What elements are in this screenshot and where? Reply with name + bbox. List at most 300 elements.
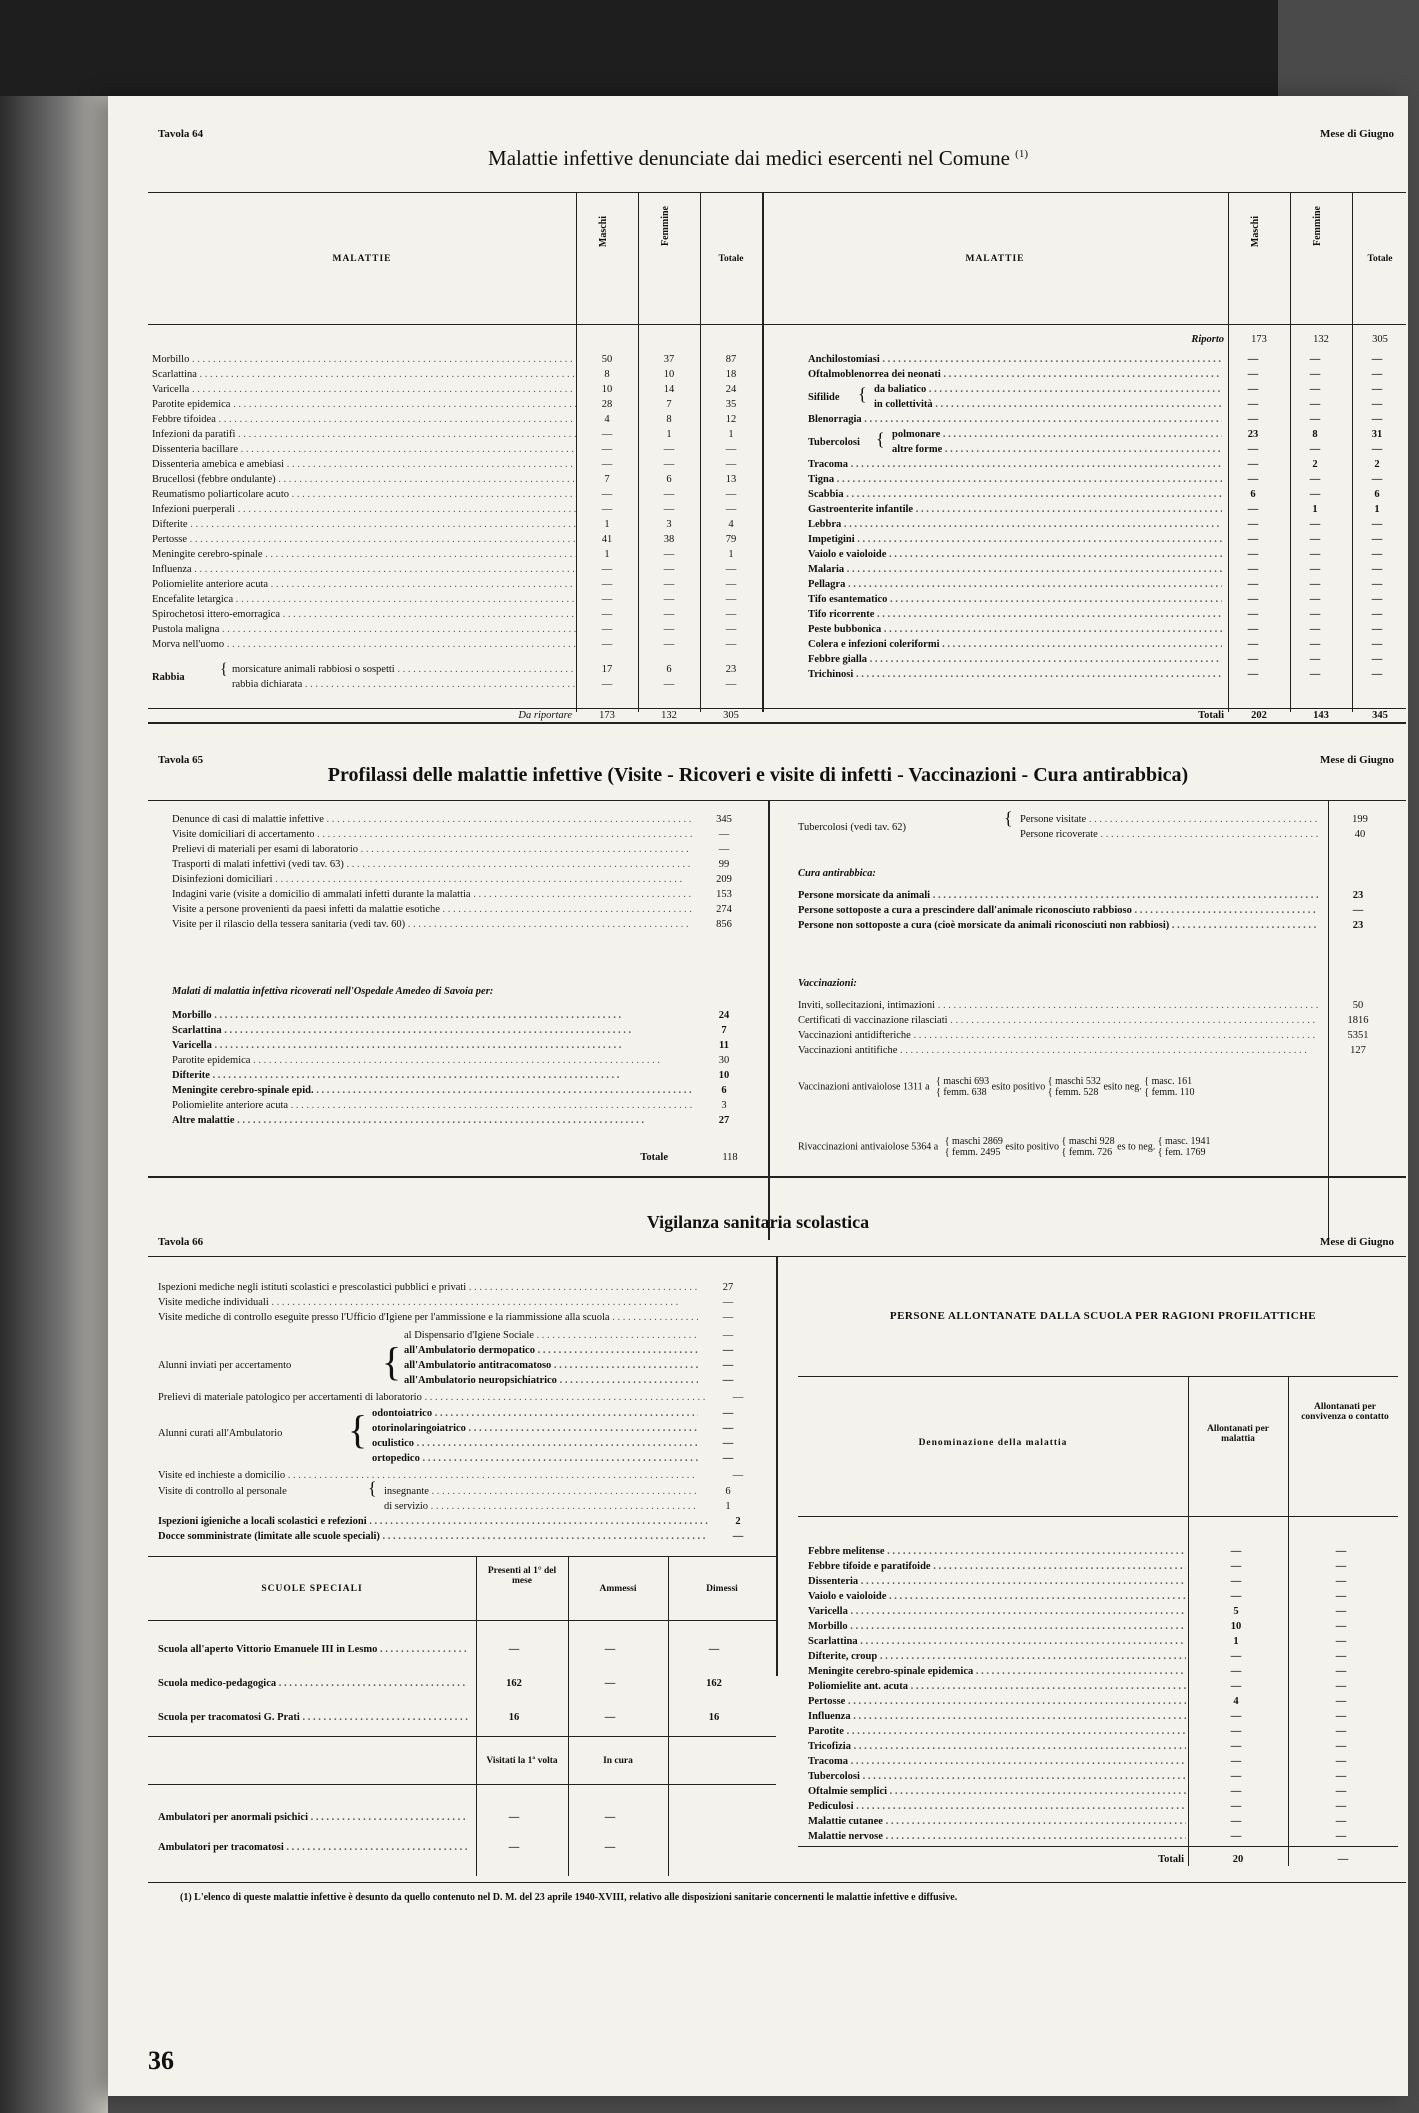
t66-controllo-row <box>384 1499 768 1514</box>
row-value: 10 <box>663 369 675 380</box>
row-value: 27 <box>718 1115 730 1126</box>
t64-sifilide-rows <box>874 382 1408 412</box>
t65-ospedale-totale-label: Totale <box>640 1152 668 1163</box>
row-value: — <box>725 444 737 455</box>
t66-speciali-col5: In cura <box>603 1756 633 1766</box>
row-value: — <box>718 844 730 855</box>
row-value: — <box>601 624 613 635</box>
t64-totali-label: Totali <box>1198 710 1224 721</box>
t64-title-text: Malattie infettive denunciate dai medici esercenti nel Comune <box>488 146 1010 170</box>
row-value: 5 <box>1233 1606 1239 1617</box>
t66-month: Mese di Giugno <box>1320 1236 1394 1248</box>
row-value: — <box>1371 519 1383 530</box>
row-label: Varicella . . . <box>152 382 576 397</box>
t64-right-row <box>808 592 1408 607</box>
row-value: — <box>1309 414 1321 425</box>
t64-right-row <box>808 622 1408 637</box>
row-value: — <box>601 639 613 650</box>
t65-antirabbica-rows <box>798 888 1408 933</box>
t64-left-row <box>152 397 762 412</box>
row-value: — <box>1309 594 1321 605</box>
row-value: 23 <box>1352 920 1364 931</box>
row-value: — <box>1335 1831 1347 1842</box>
row-label: insegnante . . . <box>384 1484 698 1499</box>
t65-tuberc-rows <box>1020 812 1408 842</box>
row-value: — <box>663 609 675 620</box>
row-value: 99 <box>718 859 730 870</box>
row-label: Visite domiciliari di accertamento . . . <box>172 827 692 842</box>
row-label: Tracoma . . . <box>808 1754 1186 1769</box>
row-value: 18 <box>725 369 737 380</box>
t66-curati-label: Alunni curati all'Ambulatorio <box>158 1428 283 1439</box>
row-label: polmonare . . . <box>892 427 1222 442</box>
t66-allont-totali-1: 20 <box>1232 1854 1244 1865</box>
row-value: — <box>1309 399 1321 410</box>
t65-antirabbica-row <box>798 918 1408 933</box>
row-value: — <box>601 459 613 470</box>
row-value: 27 <box>722 1282 734 1293</box>
t64-da-riportare-t: 305 <box>723 710 739 721</box>
t66-accert-label: Alunni inviati per accertamento <box>158 1360 292 1371</box>
row-value: — <box>708 1643 720 1655</box>
row-value: 1 <box>728 429 734 440</box>
t64-riporto-label: Riporto <box>1191 334 1224 345</box>
row-label: Vaiolo e vaioloide . . . <box>808 547 1222 562</box>
row-value: 209 <box>716 874 732 885</box>
row-value: 35 <box>725 399 737 410</box>
t66-curati-brace: { <box>348 1407 368 1452</box>
t66-allont-row <box>808 1574 1398 1589</box>
row-label: Pertosse . . . <box>152 532 576 547</box>
row-value: — <box>601 609 613 620</box>
row-label: Trichinosi . . . <box>808 667 1222 682</box>
t64-left-row <box>152 487 762 502</box>
t65-ospedale-row <box>172 1113 762 1128</box>
t64-right-row <box>808 352 1408 367</box>
row-label: Lebbra . . . <box>808 517 1222 532</box>
row-value: 8 <box>604 369 610 380</box>
row-value: 2 <box>1374 459 1380 470</box>
t64-right-row <box>808 652 1408 667</box>
row-value: 31 <box>1371 429 1383 440</box>
row-value: — <box>1371 669 1383 680</box>
t66-allont-totali-2: — <box>1337 1854 1349 1865</box>
row-value: 6 <box>725 1486 731 1497</box>
row-label: Meningite cerebro-spinale . . . <box>152 547 576 562</box>
row-label: Prelievi di materiali per esami di laboratorio . . . <box>172 842 692 857</box>
row-value: — <box>725 564 737 575</box>
row-value: — <box>1335 1741 1347 1752</box>
t64-month: Mese di Giugno <box>1320 128 1394 140</box>
row-value: 153 <box>716 889 732 900</box>
t66-speciali-title: SCUOLE SPECIALI <box>261 1584 363 1594</box>
row-value: — <box>663 594 675 605</box>
t66-controllo-rows <box>384 1484 768 1514</box>
row-label: Varicella . . . <box>172 1038 692 1053</box>
row-value: — <box>1335 1606 1347 1617</box>
t64-sifilide-group <box>808 382 1408 412</box>
t66-prelievi-row <box>158 1390 768 1405</box>
row-label: Malattie cutanee . . . <box>808 1814 1186 1829</box>
t64-left-row <box>152 562 762 577</box>
row-value: 40 <box>1354 829 1366 840</box>
row-value: — <box>1371 594 1383 605</box>
row-value: — <box>1247 564 1259 575</box>
row-label: Vaccinazioni antidifteriche . . . <box>798 1028 1318 1043</box>
t64-right-row <box>808 577 1408 592</box>
row-value: 13 <box>725 474 737 485</box>
row-value: — <box>1371 414 1383 425</box>
t66-allont-col0: Denominazione della malattia <box>918 1438 1068 1448</box>
row-value: — <box>1247 459 1259 470</box>
row-value: 28 <box>601 399 613 410</box>
t66-allont-row <box>808 1544 1398 1559</box>
t66-allont-totali-label: Totali <box>1158 1854 1184 1865</box>
t66-allont-row <box>808 1799 1398 1814</box>
t64-rabbia-brace: { <box>220 661 228 678</box>
row-label: Vaiolo e vaioloide . . . <box>808 1589 1186 1604</box>
row-label: Parotite epidemica . . . <box>152 397 576 412</box>
row-label: Scarlattina . . . <box>152 367 576 382</box>
row-value: 345 <box>716 814 732 825</box>
row-value: 79 <box>725 534 737 545</box>
t66-allont-row <box>808 1709 1398 1724</box>
t66-label: Tavola 66 <box>158 1236 204 1248</box>
row-value: — <box>1309 654 1321 665</box>
row-value: 274 <box>716 904 732 915</box>
row-label: Visite a persone provenienti da paesi infetti da malattie esotiche . . . <box>172 902 692 917</box>
t65-tuberc-brace: { <box>1004 808 1013 828</box>
row-value: — <box>604 1711 616 1723</box>
row-label: Scuola all'aperto Vittorio Emanuele III in Lesmo . . . <box>158 1642 468 1657</box>
row-value: — <box>1230 1546 1242 1557</box>
row-value: — <box>663 679 675 690</box>
row-label: Scarlattina . . . <box>808 1634 1186 1649</box>
row-value: — <box>604 1677 616 1689</box>
t64-da-riportare-m: 173 <box>599 710 615 721</box>
row-label: Scabbia . . . <box>808 487 1222 502</box>
t66-curati-row <box>372 1436 768 1451</box>
row-label: Febbre melitense . . . <box>808 1544 1186 1559</box>
t64-rabbia-row <box>232 677 762 692</box>
row-label: Visite ed inchieste a domicilio . . . <box>158 1468 708 1483</box>
row-label: Encefalite letargica . . . <box>152 592 576 607</box>
row-value: — <box>663 639 675 650</box>
t64-tuberc-row <box>892 442 1408 457</box>
row-value: — <box>1309 384 1321 395</box>
row-value: 4 <box>728 519 734 530</box>
row-value: — <box>1371 384 1383 395</box>
row-label: Dissenteria . . . <box>808 1574 1186 1589</box>
row-value: 7 <box>666 399 672 410</box>
row-label: all'Ambulatorio neuropsichiatrico . . . <box>404 1373 698 1388</box>
row-value: — <box>1335 1576 1347 1587</box>
t66-curati-row <box>372 1406 768 1421</box>
t64-left-row <box>152 502 762 517</box>
t66-accert-rows <box>404 1328 768 1388</box>
row-value: — <box>1335 1681 1347 1692</box>
row-value: — <box>732 1392 744 1403</box>
t64-riporto-t: 305 <box>1372 334 1388 345</box>
row-value: 4 <box>604 414 610 425</box>
row-value: — <box>725 624 737 635</box>
row-value: 23 <box>1352 890 1364 901</box>
t65-left-row <box>172 857 762 872</box>
t65-antirabbica-row <box>798 903 1408 918</box>
t65-ospedale-rows <box>172 1008 762 1128</box>
row-value: — <box>1335 1711 1347 1722</box>
t64-col-totale-left: Totale <box>718 254 744 264</box>
t64-left-body <box>152 352 762 652</box>
t66-title: Vigilanza sanitaria scolastica <box>646 1212 870 1232</box>
row-label: Difterite . . . <box>172 1068 692 1083</box>
row-label: Influenza . . . <box>808 1709 1186 1724</box>
t65-left-row <box>172 872 762 887</box>
t66-allont-row <box>808 1769 1398 1784</box>
t66-accert-row <box>404 1343 768 1358</box>
row-value: — <box>1309 669 1321 680</box>
row-value: — <box>1371 534 1383 545</box>
row-value: — <box>732 1470 744 1481</box>
t64-left-row <box>152 472 762 487</box>
row-value: — <box>1247 609 1259 620</box>
t65-left-row <box>172 887 762 902</box>
row-value: — <box>1230 1591 1242 1602</box>
row-value: — <box>508 1811 520 1823</box>
row-value: — <box>1371 474 1383 485</box>
row-value: — <box>663 564 675 575</box>
row-value: — <box>718 829 730 840</box>
row-value: 24 <box>725 384 737 395</box>
row-value: — <box>1335 1651 1347 1662</box>
t65-vacc-row <box>798 998 1408 1013</box>
row-label: otorinolaringoiatrico . . . <box>372 1421 698 1436</box>
t65-vacc-row <box>798 1043 1408 1058</box>
row-label: morsicature animali rabbiosi o sospetti . . . <box>232 662 576 677</box>
t64-rabbia-rows <box>232 662 762 692</box>
row-value: — <box>725 594 737 605</box>
t64-sifilide-row <box>874 397 1408 412</box>
row-value: 10 <box>718 1070 730 1081</box>
row-label: Parotite epidemica . . . <box>172 1053 692 1068</box>
row-value: 162 <box>506 1677 522 1689</box>
t66-speciali-col4: Visitati la 1ª volta <box>486 1756 558 1766</box>
t64-left-row <box>152 412 762 427</box>
row-value: — <box>1335 1771 1347 1782</box>
row-value: — <box>1335 1621 1347 1632</box>
t66-accert-row <box>404 1373 768 1388</box>
t64-left-row <box>152 442 762 457</box>
t66-top-rows <box>158 1280 768 1325</box>
row-value: — <box>601 489 613 500</box>
t64-col-femmine-right: Femmine <box>1312 206 1323 246</box>
row-value: 3 <box>721 1100 727 1111</box>
t64-col-maschi-right: Maschi <box>1250 216 1261 248</box>
row-value: — <box>1230 1651 1242 1662</box>
row-label: Persone morsicate da animali . . . <box>798 888 1318 903</box>
t64-da-riportare-label: Da riportare <box>518 710 572 721</box>
row-label: Morbillo . . . <box>152 352 576 367</box>
row-label: Febbre tifoidea . . . <box>152 412 576 427</box>
t64-right-row <box>808 517 1408 532</box>
row-value: — <box>725 579 737 590</box>
t64-col-totale-right: Totale <box>1367 254 1393 264</box>
t66-allont-col1: Allontanati per malattia <box>1206 1424 1269 1444</box>
row-value: — <box>1230 1711 1242 1722</box>
row-value: — <box>732 1531 744 1542</box>
t65-month: Mese di Giugno <box>1320 754 1394 766</box>
row-value: — <box>1371 609 1383 620</box>
t64-sifilide-brace: { <box>858 384 867 404</box>
row-value: — <box>601 504 613 515</box>
row-label: Morva nell'uomo . . . <box>152 637 576 652</box>
t66-allont-title: PERSONE ALLONTANATE DALLA SCUOLA PER RAGIONI PROFILATTICHE <box>889 1310 1317 1322</box>
t64-rabbia-label: Rabbia <box>152 672 185 683</box>
t65-rivaccinazioni-row: Rivaccinazioni antivaiolose 5364 a { maschi 2869 { femm. 2495 esito positivo { maschi 928 { femm. 726 es to neg. { masc. 1941 { fem. 1769 <box>798 1136 1211 1158</box>
t65-left-row <box>172 917 762 932</box>
t66-visite-row <box>158 1468 768 1483</box>
t65-left-row <box>172 812 762 827</box>
row-label: Anchilostomiasi . . . <box>808 352 1222 367</box>
t66-accert-brace: { <box>382 1339 402 1384</box>
row-value: — <box>1335 1666 1347 1677</box>
row-value: — <box>1230 1801 1242 1812</box>
row-value: 8 <box>666 414 672 425</box>
row-value: 1 <box>1312 504 1318 515</box>
t65-ospedale-row <box>172 1023 762 1038</box>
t64-left-row <box>152 592 762 607</box>
t64-right-row <box>808 547 1408 562</box>
row-value: — <box>601 444 613 455</box>
row-label: Reumatismo poliarticolare acuto . . . <box>152 487 576 502</box>
row-value: — <box>1247 534 1259 545</box>
t66-prelievi-row <box>158 1390 768 1405</box>
row-value: — <box>725 489 737 500</box>
row-value: — <box>722 1438 734 1449</box>
row-value: — <box>1371 564 1383 575</box>
row-value: — <box>1335 1816 1347 1827</box>
t64-right-row <box>808 367 1408 382</box>
t66-curati-row <box>372 1451 768 1466</box>
t64-da-riportare-f: 132 <box>661 710 677 721</box>
t64-left-row <box>152 367 762 382</box>
row-label: Ambulatori per anormali psichici . . . <box>158 1810 468 1825</box>
row-value: 24 <box>718 1010 730 1021</box>
row-value: 87 <box>725 354 737 365</box>
row-label: Scuola per tracomatosi G. Prati . . . <box>158 1710 468 1725</box>
row-value: 5351 <box>1347 1030 1369 1041</box>
row-value: — <box>1247 594 1259 605</box>
row-value: — <box>663 549 675 560</box>
row-value: — <box>1247 474 1259 485</box>
document-page <box>108 96 1408 2096</box>
row-value: 30 <box>718 1055 730 1066</box>
t64-left-row <box>152 427 762 442</box>
row-value: — <box>1335 1636 1347 1647</box>
t65-tuberc-label: Tubercolosi (vedi tav. 62) <box>798 822 906 833</box>
row-value: — <box>1309 624 1321 635</box>
row-value: — <box>1309 564 1321 575</box>
row-value: 1 <box>666 429 672 440</box>
row-label: Persone visitate . . . <box>1020 812 1320 827</box>
row-value: 1 <box>725 1501 731 1512</box>
t64-blenorragia-row <box>808 412 1408 427</box>
row-label: Disinfezioni domiciliari . . . <box>172 872 692 887</box>
row-value: 50 <box>601 354 613 365</box>
t64-left-row <box>152 517 762 532</box>
row-label: Pertosse . . . <box>808 1694 1186 1709</box>
footnote: (1) L'elenco di queste malattie infettive è desunto da quello contenuto nel D. M. del 23 aprile 1940-XVIII, relativo alle disposizioni sanitarie concernenti le malattie infettive e diffusive. <box>180 1892 958 1903</box>
row-value: — <box>663 579 675 590</box>
row-label: Infezioni da paratifi . . . <box>152 427 576 442</box>
book-spine <box>0 96 108 2113</box>
row-value: — <box>1247 384 1259 395</box>
t64-totali-m: 202 <box>1251 710 1267 721</box>
t64-right-row <box>808 457 1408 472</box>
row-value: — <box>722 1345 734 1356</box>
row-label: Ispezioni igieniche a locali scolastici e refezioni . . . <box>158 1514 708 1529</box>
row-value: 6 <box>666 474 672 485</box>
row-label: Prelievi di materiale patologico per accertamenti di laboratorio . . . <box>158 1390 708 1405</box>
row-value: 8 <box>1312 429 1318 440</box>
row-value: — <box>1247 414 1259 425</box>
row-value: — <box>1247 669 1259 680</box>
row-value: — <box>722 1453 734 1464</box>
row-label: altre forme . . . <box>892 442 1222 457</box>
t65-label: Tavola 65 <box>158 754 204 766</box>
row-value: — <box>601 564 613 575</box>
row-label: Denunce di casi di malattie infettive . . . <box>172 812 692 827</box>
row-value: — <box>1371 579 1383 590</box>
t66-allont-row <box>808 1739 1398 1754</box>
row-value: — <box>604 1811 616 1823</box>
row-value: — <box>601 579 613 590</box>
t65-title: Profilassi delle malattie infettive (Visite - Ricoveri e visite di infetti - Vaccinazioni - Cura antirabbica) <box>327 764 1189 786</box>
t66-ambulatori-row <box>158 1832 776 1862</box>
row-value: 1 <box>1233 1636 1239 1647</box>
row-label: Gastroenterite infantile . . . <box>808 502 1222 517</box>
row-value: — <box>1247 354 1259 365</box>
row-label: Influenza . . . <box>152 562 576 577</box>
row-label: Vaccinazioni antitifiche . . . <box>798 1043 1318 1058</box>
row-value: — <box>725 639 737 650</box>
t66-controllo-label: Visite di controllo al personale <box>158 1486 287 1497</box>
row-value: — <box>725 609 737 620</box>
row-value: 7 <box>604 474 610 485</box>
t66-allont-row <box>808 1589 1398 1604</box>
t64-right-row <box>808 532 1408 547</box>
row-value: 162 <box>706 1677 722 1689</box>
row-label: Tifo esantematico . . . <box>808 592 1222 607</box>
row-label: Certificati di vaccinazione rilasciati . . . <box>798 1013 1318 1028</box>
t64-left-row <box>152 622 762 637</box>
t64-left-row <box>152 382 762 397</box>
t64-left-row <box>152 577 762 592</box>
row-label: Blenorragia . . . <box>808 412 1222 427</box>
t66-allont-row <box>808 1664 1398 1679</box>
t64-left-row <box>152 547 762 562</box>
row-value: — <box>1371 399 1383 410</box>
row-value: — <box>1335 1591 1347 1602</box>
row-value: — <box>663 459 675 470</box>
t66-ambulatori-row <box>158 1802 776 1832</box>
row-label: Oftalmie semplici . . . <box>808 1784 1186 1799</box>
row-value: 3 <box>666 519 672 530</box>
row-value: — <box>1309 609 1321 620</box>
row-label: odontoiatrico . . . <box>372 1406 698 1421</box>
row-value: — <box>1230 1771 1242 1782</box>
t64-tuberc-row <box>892 427 1408 442</box>
